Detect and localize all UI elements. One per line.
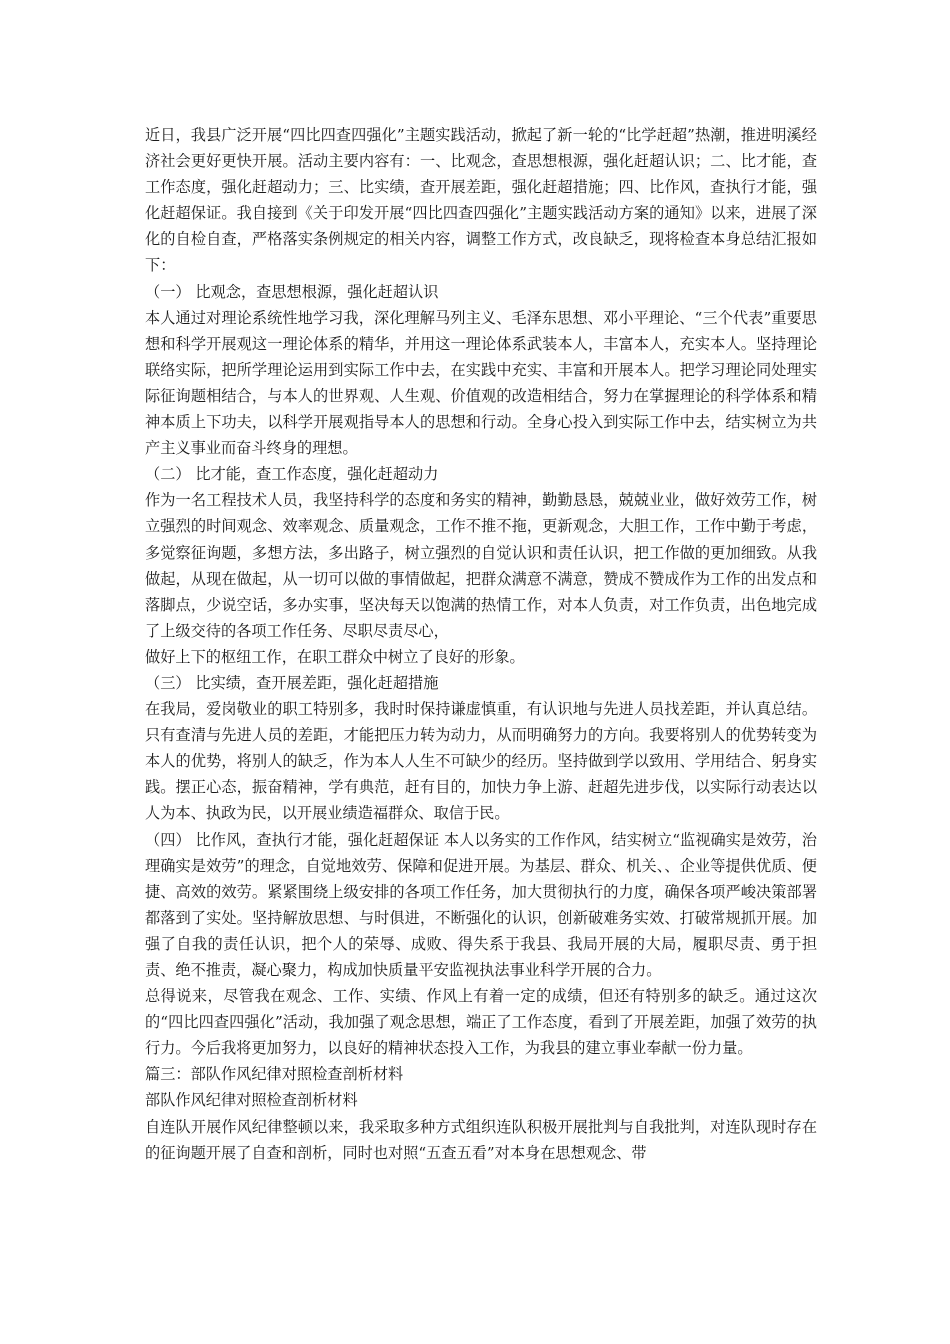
intro-paragraph: 近日，我县广泛开展“四比四查四强化”主题实践活动，掀起了新一轮的“比学赶超”热潮，推进明溪经济社会更好更快开展。活动主要内容有：一、比观念，查思想根源，强化赶超认识；二、比才能，查工作态度，强化赶超动力；三、比实绩，查开展差距，强化赶超措施；四、比作风，查执行才能，强化赶超保证。我自接到《关于印发开展“四比四查四强化”主题实践活动方案的通知》以来，进展了深化的自检自查，严格落实条例规定的相关内容，调整工作方式，改良缺乏，现将检查本身总结汇报如下：: [145, 126, 817, 275]
section-4-paragraph: （四） 比作风，查执行才能，强化赶超保证 本人以务实的工作作风，结实树立“监视确实是效劳，治理确实是效劳”的理念，自觉地效劳、保障和促进开展。为基层、群众、机关、、企业等提供优质、便捷、高效的效劳。紧紧围绕上级安排的各项工作任务，加大贯彻执行的力度，确保各项严峻决策部署都落到了实处。坚持解放思想、与时俱进，不断强化的认识，创新破难务实效、打破常规抓开展。加强了自我的责任认识，把个人的荣辱、成败、得失系于我县、我局开展的大局，履职尽责、勇于担责、绝不推责，凝心聚力，构成加快质量平安监视执法事业科学开展的合力。: [145, 830, 817, 979]
section-2-paragraph: 作为一名工程技术人员，我坚持科学的态度和务实的精神，勤勤恳恳，兢兢业业，做好效劳工作，树立强烈的时间观念、效率观念、质量观念，工作不推不拖，更新观念，大胆工作，工作中勤于考虑，多觉察征询题，多想方法，多出路子，树立强烈的自觉认识和责任认识，把工作做的更加细致。从我做起，从现在做起，从一切可以做的事情做起，把群众满意不满意，赞成不赞成作为工作的出发点和落脚点，少说空话，多办实事，坚决每天以饱满的热情工作，对本人负责，对工作负责，出色地完成了上级交待的各项工作任务、尽职尽责尽心，: [145, 491, 817, 640]
chapter-title: 篇三：部队作风纪律对照检查剖析材料: [145, 1065, 404, 1084]
document-body: [145, 122, 817, 1166]
section-2-paragraph-continued: 做好上下的枢纽工作，在职工群众中树立了良好的形象。: [145, 647, 525, 666]
section-heading-1: （一） 比观念，查思想根源，强化赶超认识: [145, 282, 439, 301]
section-heading-2: （二） 比才能，查工作态度，强化赶超动力: [145, 465, 439, 484]
section-3-paragraph: 在我局，爱岗敬业的职工特别多，我时时保持谦虚慎重，有认识地与先进人员找差距，并认真总结。只有查清与先进人员的差距，才能把压力转为动力，从而明确努力的方向。我要将别人的优势转变为本人的优势，将别人的缺乏，作为本人人生不可缺少的经历。坚持做到学以致用、学用结合、躬身实践。摆正心态，振奋精神，学有典范，赶有目的，加快力争上游、赶超先进步伐，以实际行动表达以人为本、执政为民，以开展业绩造福群众、取信于民。: [145, 700, 817, 823]
section-1-paragraph: 本人通过对理论系统性地学习我，深化理解马列主义、毛泽东思想、邓小平理论、“三个代表”重要思想和科学开展观这一理论体系的精华，并用这一理论体系武装本人，丰富本人，充实本人。坚持理论联络实际，把所学理论运用到实际工作中去，在实践中充实、丰富和开展本人。把学习理论同处理实际征询题相结合，与本人的世界观、人生观、价值观的改造相结合，努力在掌握理论的科学体系和精神本质上下功夫，以科学开展观指导本人的思想和行动。全身心投入到实际工作中去，结实树立为共产主义事业而奋斗终身的理想。: [145, 308, 817, 458]
chapter-subtitle: 部队作风纪律对照检查剖析材料: [145, 1091, 358, 1110]
section-heading-3: （三） 比实绩，查开展差距，强化赶超措施: [145, 673, 439, 692]
chapter-paragraph: 自连队开展作风纪律整顿以来，我采取多种方式组织连队积极开展批判与自我批判，对连队现时存在的征询题开展了自查和剖析，同时也对照“五查五看”对本身在思想观念、带: [145, 1117, 817, 1162]
summary-paragraph: 总得说来，尽管我在观念、工作、实绩、作风上有着一定的成绩，但还有特别多的缺乏。通过这次的“四比四查四强化”活动，我加强了观念思想，端正了工作态度，看到了开展差距，加强了效劳的执行力。今后我将更加努力，以良好的精神状态投入工作，为我县的建立事业奉献一份力量。: [145, 987, 817, 1058]
